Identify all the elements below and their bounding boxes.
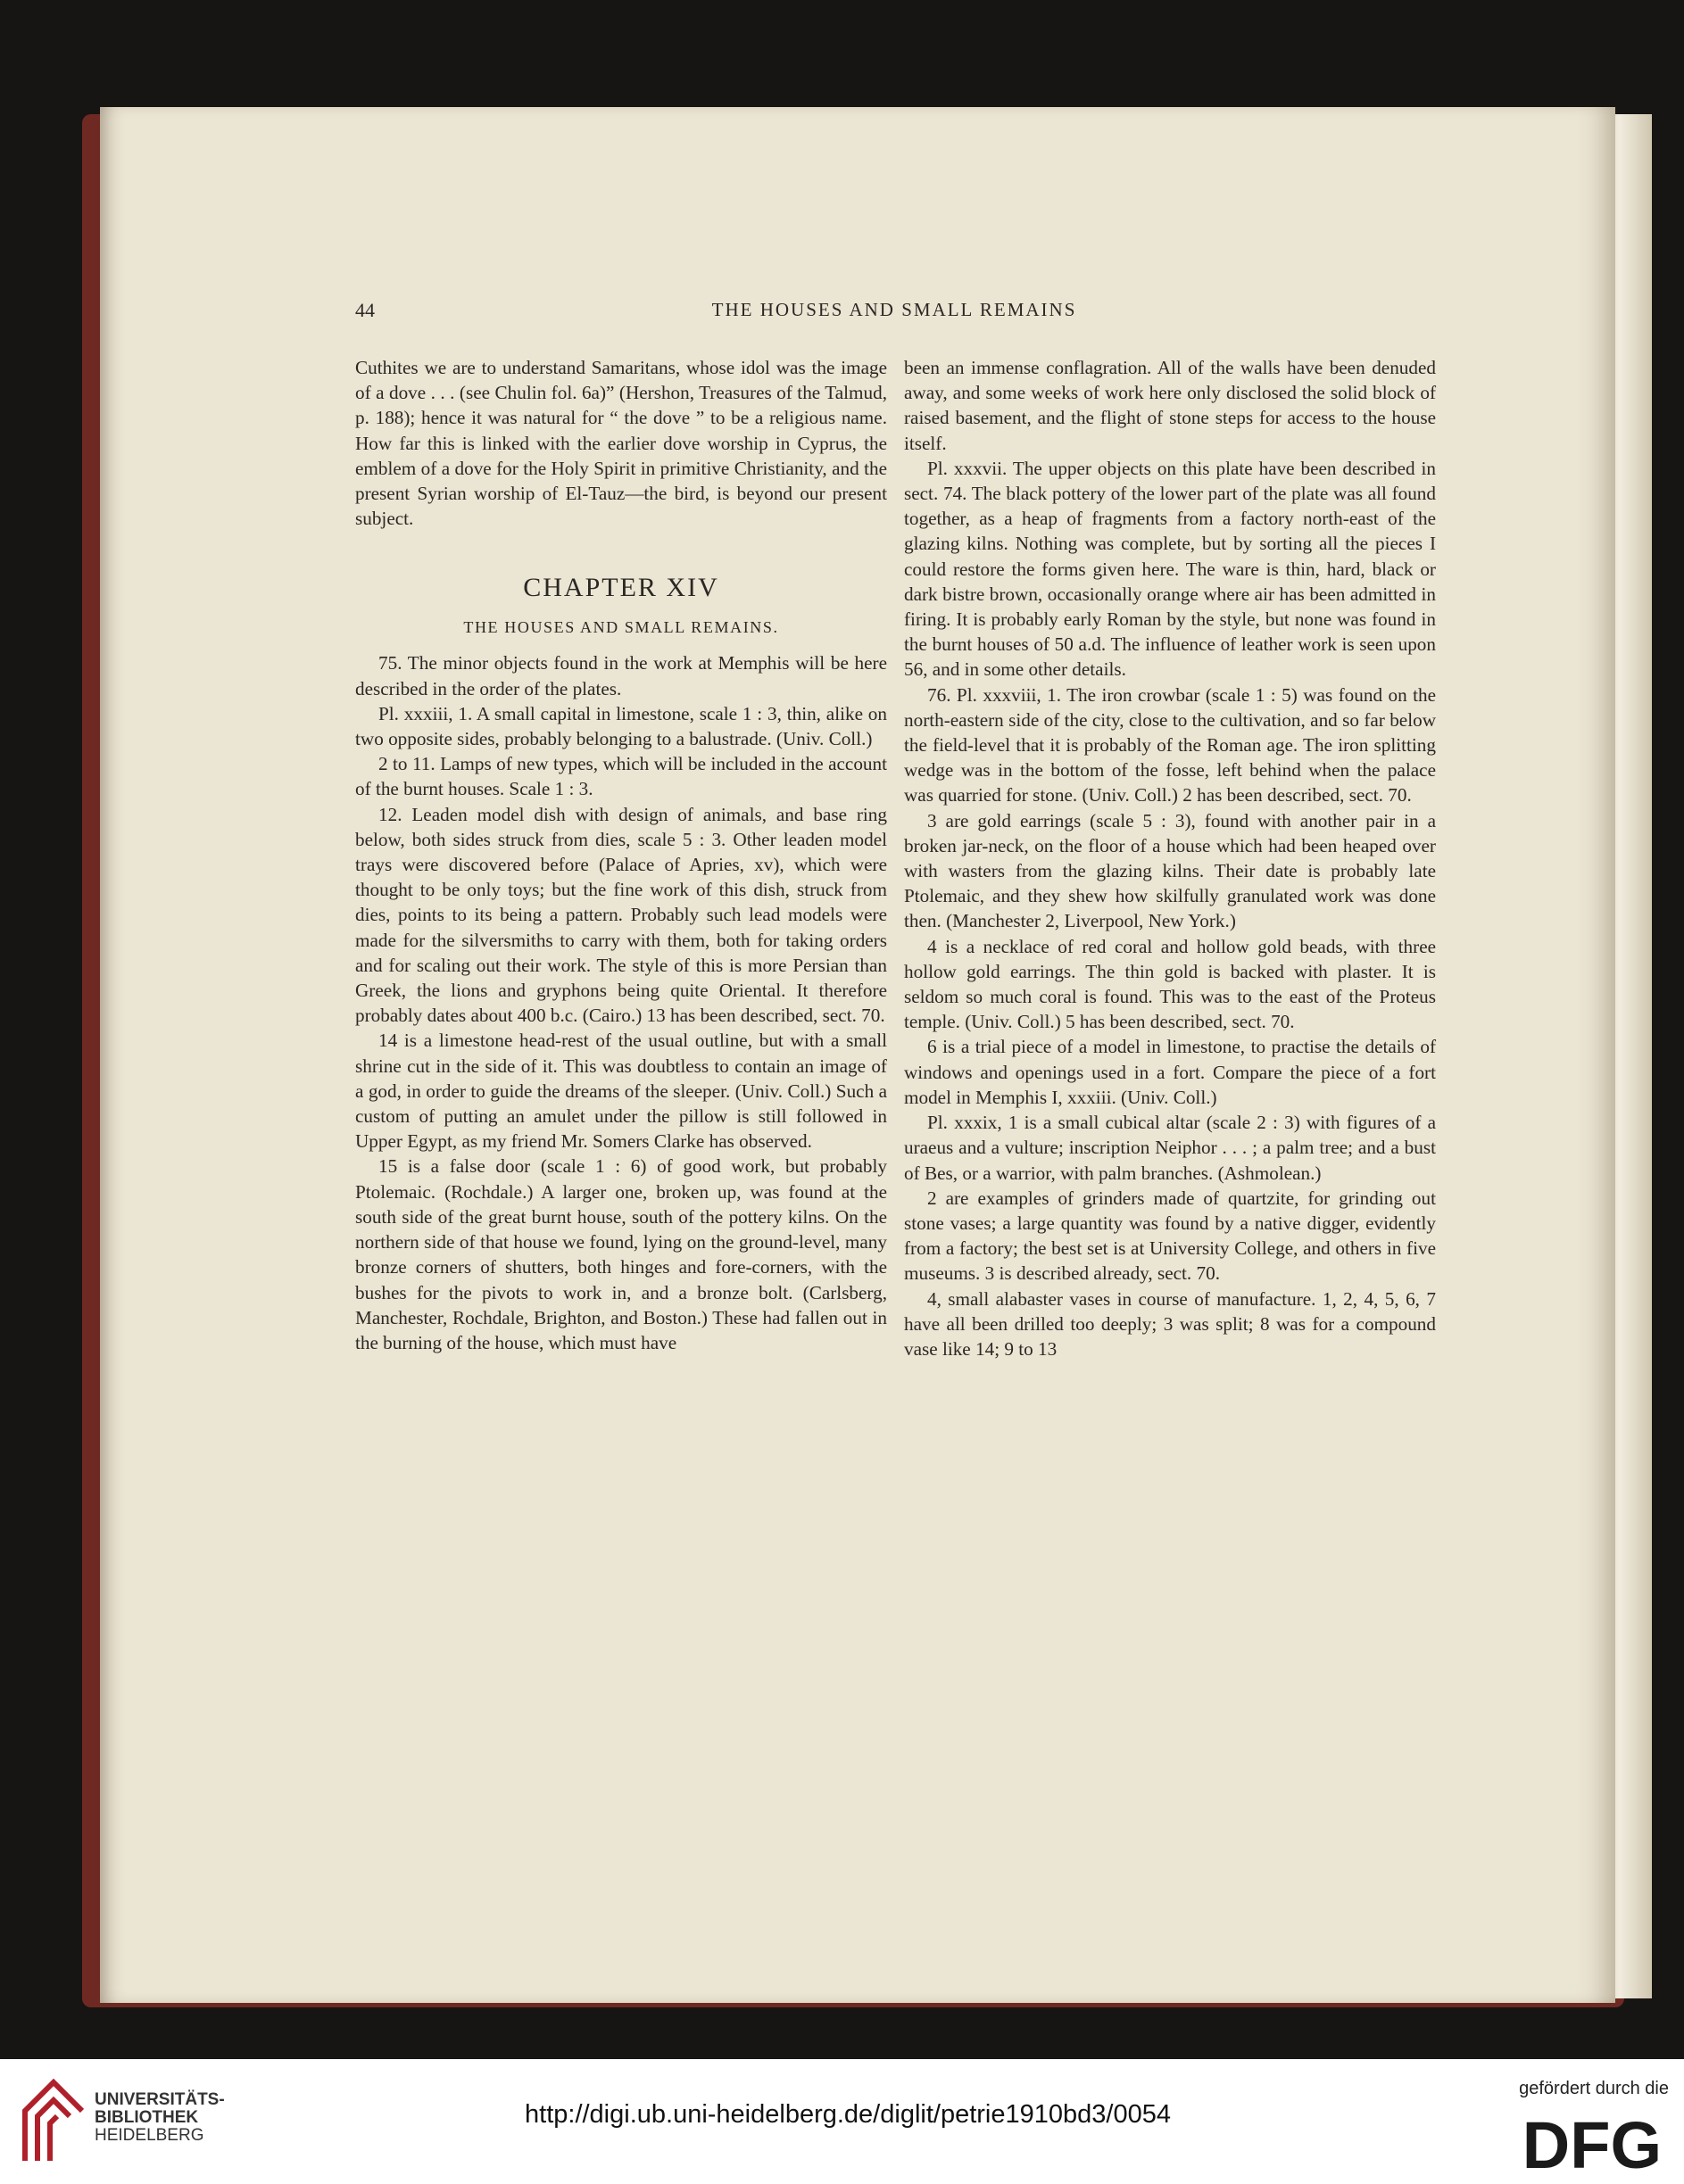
dfg-logo-icon <box>1503 2111 1663 2173</box>
institution-line: UNIVERSITÄTS- <box>95 2090 225 2109</box>
paragraph: 2 to 11. Lamps of new types, which will be included in the account of the burnt houses. Scale 1 : 3. <box>355 753 887 800</box>
left-column <box>355 355 887 1355</box>
university-library-name <box>95 2091 300 2145</box>
paragraph: Pl. xxxiii, 1. A small capital in limestone, scale 1 : 3, thin, alike on two opposite sides, probably belonging to a balustrade. (Univ. Coll.) <box>355 702 887 750</box>
institution-line: HEIDELBERG <box>95 2126 204 2145</box>
paragraph: 4 is a necklace of red coral and hollow gold beads, with three hollow gold earrings. The thin gold is backed with plaster. It is seldom so much coral is found. This was to the east of the Proteus temple. (Univ. Coll.) 5 has been described, sect. 70. <box>904 935 1436 1033</box>
paragraph: 4, small alabaster vases in course of manufacture. 1, 2, 4, 5, 6, 7 have all been drilled too deeply; 3 was split; 8 was for a compound vase like 14; 9 to 13 <box>904 1287 1436 1360</box>
permalink-url[interactable]: http://digi.ub.uni-heidelberg.de/diglit/petrie1910bd3/0054 <box>525 2100 1171 2129</box>
right-column <box>904 355 1436 1361</box>
paragraph: 6 is a trial piece of a model in limestone, to practise the details of windows and openings used in a fort. Compare the piece of a fort model in Memphis I, xxxiii. (Univ. Coll.) <box>904 1036 1436 1108</box>
footer-bar <box>0 2059 1684 2184</box>
paragraph: 2 are examples of grinders made of quartzite, for grinding out stone vases; a large quantity was found by a native digger, evidently from a factory; the best set is at University College, and others in five museums. 3 is described already, sect. 70. <box>904 1187 1436 1285</box>
intro-paragraph: Cuthites we are to understand Samaritans, whose idol was the image of a dove . . . (see Chulin fol. 6a)” (Hershon, Treasures of the Talmud, p. 188); hence it was natural for “ the dove ” to be a religious name. How far this is linked with the earlier dove worship in Cyprus, the emblem of a dove for the Holy Spirit in primitive Christianity, and the present Syrian worship of El-Tauz—the bird, is beyond our present subject. <box>355 357 887 530</box>
chapter-title: CHAPTER XIV <box>523 573 719 603</box>
running-head <box>355 299 1433 329</box>
page-number: 44 <box>355 299 375 321</box>
funding-caption: gefördert durch die <box>1519 2079 1669 2098</box>
institution-line: BIBLIOTHEK <box>95 2108 199 2127</box>
paragraph: 15 is a false door (scale 1 : 6) of good work, but probably Ptolemaic. (Rochdale.) A larger one, broken up, was found at the south side of the great burnt house, south of the pottery kilns. On the northern side of that house we found, lying on the ground-level, many bronze corners of shutters, both hinges and fore-corners, with the bushes for the pivots to work in, and a bronze bolt. (Carlsberg, Manchester, Rochdale, Brighton, and Boston.) These had fallen out in the burning of the house, which must have <box>355 1155 887 1353</box>
paragraph: 3 are gold earrings (scale 5 : 3), found with another pair in a broken jar-neck, on the floor of a house which had been heaped over with wasters from the glazing kilns. Their date is probably late Ptolemaic, and they shew how skilfully granulated work was done then. (Manchester 2, Liverpool, New York.) <box>904 809 1436 932</box>
paragraph: 12. Leaden model dish with design of animals, and base ring below, both sides struck from dies, scale 5 : 3. Other leaden model trays were discovered before (Palace of Apries, xv), which were thought to be only toys; but the fine work of this dish, struck from dies, points to its being a pattern. Probably such lead models were made for the silversmiths to carry with them, both for taking orders and for scaling out their work. The style of this is more Persian than Greek, the lions and gryphons being quite Oriental. It therefore probably dates about 400 b.c. (Cairo.) 13 has been described, sect. 70. <box>355 803 887 1027</box>
paragraph: been an immense conflagration. All of the walls have been denuded away, and some weeks of work here only disclosed the solid block of raised basement, and the flight of stone steps for access to the house itself. <box>904 357 1436 454</box>
chapter-subtitle: THE HOUSES AND SMALL REMAINS. <box>463 618 779 637</box>
running-title: THE HOUSES AND SMALL REMAINS <box>711 299 1077 320</box>
paragraph: 76. Pl. xxxviii, 1. The iron crowbar (scale 1 : 5) was found on the north-eastern side of the city, close to the cultivation, and so far below the field-level that it is probably of the Roman age. The iron splitting wedge was in the bottom of the fosse, left behind when the palace was quarried for stone. (Univ. Coll.) 2 has been described, sect. 70. <box>904 683 1436 807</box>
paragraph: Pl. xxxvii. The upper objects on this plate have been described in sect. 74. The black pottery of the lower part of the plate was all found together, as a heap of fragments from a factory north-east of the glazing kilns. Nothing was complete, but by sorting all the pieces I could restore the forms given here. The ware is thin, hard, black or dark bistre brown, occasionally orange where air has been admitted in firing. It is probably early Roman by the style, but none was found in the burnt houses of 50 a.d. The influence of leather work is seen upon 56, and in some other details. <box>904 457 1436 681</box>
dfg-logo-text: DFG <box>1522 2111 1662 2173</box>
paragraph: 14 is a limestone head-rest of the usual outline, but with a small shrine cut in the side of it. This was doubtless to contain an image of a god, in order to guide the dreams of the sleeper. (Univ. Coll.) Such a custom of putting an amulet under the pillow is still followed in Upper Egypt, as my friend Mr. Somers Clarke has observed. <box>355 1030 887 1153</box>
paragraph: Pl. xxxix, 1 is a small cubical altar (scale 2 : 3) with figures of a uraeus and a vulture; inscription Neiphor . . . ; a palm tree; and a bust of Bes, or a warrior, with palm branches. (Ashmolean.) <box>904 1112 1436 1184</box>
paragraph: 75. The minor objects found in the work at Memphis will be here described in the order of the plates. <box>355 652 887 699</box>
university-library-logo-icon <box>18 2075 89 2168</box>
